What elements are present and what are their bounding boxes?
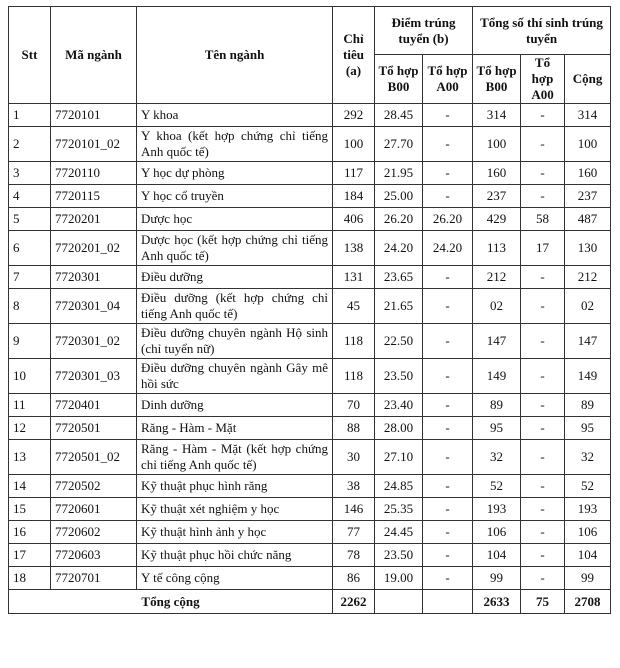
- row-quota: 86: [333, 567, 375, 590]
- row-code: 7720701: [51, 567, 137, 590]
- row-count-b00: 113: [473, 231, 521, 266]
- row-score-b00: 24.85: [375, 475, 423, 498]
- row-count-a00: -: [521, 185, 565, 208]
- row-score-b00: 28.45: [375, 104, 423, 127]
- row-score-a00: -: [423, 394, 473, 417]
- row-total: 147: [565, 324, 611, 359]
- row-score-a00: -: [423, 475, 473, 498]
- row-count-a00: -: [521, 544, 565, 567]
- row-name: Y khoa: [137, 104, 333, 127]
- row-stt: 14: [9, 475, 51, 498]
- row-score-a00: -: [423, 417, 473, 440]
- row-quota: 118: [333, 359, 375, 394]
- table-row: [9, 104, 611, 127]
- row-code: 7720501_02: [51, 440, 137, 475]
- table-row: [9, 289, 611, 324]
- total-count-a00: 75: [521, 590, 565, 614]
- row-code: 7720110: [51, 162, 137, 185]
- row-total: 106: [565, 521, 611, 544]
- row-code: 7720301_04: [51, 289, 137, 324]
- row-name: Dinh dưỡng: [137, 394, 333, 417]
- table-row: [9, 417, 611, 440]
- row-stt: 17: [9, 544, 51, 567]
- row-name: Kỹ thuật phục hồi chức năng: [137, 544, 333, 567]
- row-score-a00: 26.20: [423, 208, 473, 231]
- row-stt: 5: [9, 208, 51, 231]
- row-total: 193: [565, 498, 611, 521]
- row-stt: 11: [9, 394, 51, 417]
- row-score-b00: 25.35: [375, 498, 423, 521]
- total-quota: 2262: [333, 590, 375, 614]
- row-count-b00: 237: [473, 185, 521, 208]
- row-quota: 117: [333, 162, 375, 185]
- row-score-a00: -: [423, 104, 473, 127]
- table-row: [9, 498, 611, 521]
- row-score-a00: -: [423, 498, 473, 521]
- row-count-b00: 429: [473, 208, 521, 231]
- row-score-b00: 26.20: [375, 208, 423, 231]
- row-name: Dược học: [137, 208, 333, 231]
- row-stt: 10: [9, 359, 51, 394]
- row-count-b00: 99: [473, 567, 521, 590]
- row-code: 7720301: [51, 266, 137, 289]
- row-score-a00: -: [423, 289, 473, 324]
- row-name: Điều dưỡng chuyên ngành Hộ sinh (chỉ tuyển nữ): [137, 324, 333, 359]
- row-stt: 8: [9, 289, 51, 324]
- row-total: 32: [565, 440, 611, 475]
- header-score-group: Điểm trúng tuyển (b): [375, 7, 473, 55]
- row-code: 7720502: [51, 475, 137, 498]
- row-quota: 45: [333, 289, 375, 324]
- row-stt: 1: [9, 104, 51, 127]
- row-count-a00: -: [521, 394, 565, 417]
- row-quota: 38: [333, 475, 375, 498]
- row-stt: 9: [9, 324, 51, 359]
- row-score-b00: 19.00: [375, 567, 423, 590]
- row-quota: 77: [333, 521, 375, 544]
- row-count-b00: 147: [473, 324, 521, 359]
- admission-table-container: [8, 6, 611, 614]
- row-quota: 406: [333, 208, 375, 231]
- row-code: 7720201_02: [51, 231, 137, 266]
- table-row: [9, 394, 611, 417]
- total-row: [9, 590, 611, 614]
- row-count-b00: 193: [473, 498, 521, 521]
- row-code: 7720602: [51, 521, 137, 544]
- row-count-a00: -: [521, 498, 565, 521]
- row-score-a00: -: [423, 324, 473, 359]
- row-count-a00: -: [521, 104, 565, 127]
- row-stt: 13: [9, 440, 51, 475]
- header-score-b00: Tổ hợp B00: [375, 55, 423, 104]
- header-count-group: Tổng số thí sinh trúng tuyển: [473, 7, 611, 55]
- row-score-b00: 28.00: [375, 417, 423, 440]
- row-count-b00: 32: [473, 440, 521, 475]
- total-label: Tổng cộng: [9, 590, 333, 614]
- row-count-b00: 314: [473, 104, 521, 127]
- total-count-total: 2708: [565, 590, 611, 614]
- table-row: [9, 475, 611, 498]
- row-name: Điều dưỡng chuyên ngành Gây mê hồi sức: [137, 359, 333, 394]
- row-score-b00: 24.45: [375, 521, 423, 544]
- table-row: [9, 185, 611, 208]
- row-name: Răng - Hàm - Mặt: [137, 417, 333, 440]
- row-name: Răng - Hàm - Mặt (kết hợp chứng chỉ tiếng Anh quốc tế): [137, 440, 333, 475]
- table-row: [9, 544, 611, 567]
- row-name: Kỹ thuật xét nghiệm y học: [137, 498, 333, 521]
- row-stt: 7: [9, 266, 51, 289]
- row-name: Kỹ thuật phục hình răng: [137, 475, 333, 498]
- admission-results-table: [8, 6, 611, 614]
- row-count-a00: -: [521, 567, 565, 590]
- row-total: 212: [565, 266, 611, 289]
- row-score-b00: 23.50: [375, 544, 423, 567]
- row-count-b00: 95: [473, 417, 521, 440]
- table-row: [9, 440, 611, 475]
- row-code: 7720101_02: [51, 127, 137, 162]
- row-code: 7720101: [51, 104, 137, 127]
- row-total: 52: [565, 475, 611, 498]
- row-total: 314: [565, 104, 611, 127]
- row-count-b00: 160: [473, 162, 521, 185]
- row-count-a00: -: [521, 162, 565, 185]
- row-total: 89: [565, 394, 611, 417]
- row-total: 99: [565, 567, 611, 590]
- row-stt: 18: [9, 567, 51, 590]
- row-total: 160: [565, 162, 611, 185]
- row-code: 7720115: [51, 185, 137, 208]
- table-row: [9, 521, 611, 544]
- row-quota: 78: [333, 544, 375, 567]
- row-score-b00: 23.50: [375, 359, 423, 394]
- row-code: 7720301_03: [51, 359, 137, 394]
- row-score-a00: -: [423, 440, 473, 475]
- row-name: Y học dự phòng: [137, 162, 333, 185]
- row-name: Y tế công cộng: [137, 567, 333, 590]
- total-score-a00-empty: [423, 590, 473, 614]
- row-code: 7720603: [51, 544, 137, 567]
- row-quota: 70: [333, 394, 375, 417]
- row-quota: 138: [333, 231, 375, 266]
- row-score-a00: -: [423, 162, 473, 185]
- row-name: Điều dưỡng (kết hợp chứng chỉ tiếng Anh quốc tế): [137, 289, 333, 324]
- row-count-a00: -: [521, 440, 565, 475]
- row-quota: 146: [333, 498, 375, 521]
- row-total: 95: [565, 417, 611, 440]
- row-quota: 292: [333, 104, 375, 127]
- row-code: 7720401: [51, 394, 137, 417]
- table-row: [9, 266, 611, 289]
- total-score-b00-empty: [375, 590, 423, 614]
- row-score-b00: 21.95: [375, 162, 423, 185]
- row-code: 7720601: [51, 498, 137, 521]
- header-score-a00: Tổ hợp A00: [423, 55, 473, 104]
- row-score-a00: -: [423, 266, 473, 289]
- row-count-a00: -: [521, 289, 565, 324]
- row-name: Điều dưỡng: [137, 266, 333, 289]
- row-count-b00: 100: [473, 127, 521, 162]
- row-total: 02: [565, 289, 611, 324]
- total-count-b00: 2633: [473, 590, 521, 614]
- row-count-b00: 02: [473, 289, 521, 324]
- row-quota: 184: [333, 185, 375, 208]
- table-row: [9, 324, 611, 359]
- row-count-b00: 212: [473, 266, 521, 289]
- header-count-total: Cộng: [565, 55, 611, 104]
- row-score-b00: 27.10: [375, 440, 423, 475]
- row-count-a00: -: [521, 266, 565, 289]
- row-count-b00: 89: [473, 394, 521, 417]
- row-quota: 131: [333, 266, 375, 289]
- row-score-b00: 27.70: [375, 127, 423, 162]
- row-count-b00: 149: [473, 359, 521, 394]
- row-score-b00: 23.65: [375, 266, 423, 289]
- row-count-a00: -: [521, 324, 565, 359]
- row-code: 7720301_02: [51, 324, 137, 359]
- row-score-a00: -: [423, 185, 473, 208]
- table-row: [9, 231, 611, 266]
- row-count-b00: 52: [473, 475, 521, 498]
- row-count-a00: -: [521, 127, 565, 162]
- row-total: 130: [565, 231, 611, 266]
- row-score-b00: 24.20: [375, 231, 423, 266]
- row-stt: 16: [9, 521, 51, 544]
- row-stt: 6: [9, 231, 51, 266]
- row-score-a00: 24.20: [423, 231, 473, 266]
- table-row: [9, 208, 611, 231]
- row-score-b00: 21.65: [375, 289, 423, 324]
- row-total: 149: [565, 359, 611, 394]
- row-total: 100: [565, 127, 611, 162]
- table-row: [9, 567, 611, 590]
- row-score-b00: 23.40: [375, 394, 423, 417]
- row-count-a00: 17: [521, 231, 565, 266]
- row-score-b00: 25.00: [375, 185, 423, 208]
- row-stt: 12: [9, 417, 51, 440]
- header-row-top: [9, 7, 611, 55]
- row-count-a00: -: [521, 359, 565, 394]
- row-score-a00: -: [423, 359, 473, 394]
- row-score-a00: -: [423, 127, 473, 162]
- row-stt: 3: [9, 162, 51, 185]
- row-quota: 30: [333, 440, 375, 475]
- header-stt: Stt: [9, 7, 51, 104]
- header-count-a00: Tổ hợp A00: [521, 55, 565, 104]
- row-total: 237: [565, 185, 611, 208]
- row-total: 104: [565, 544, 611, 567]
- row-total: 487: [565, 208, 611, 231]
- row-count-a00: -: [521, 475, 565, 498]
- row-quota: 100: [333, 127, 375, 162]
- row-score-a00: -: [423, 567, 473, 590]
- row-name: Dược học (kết hợp chứng chỉ tiếng Anh quốc tế): [137, 231, 333, 266]
- row-code: 7720201: [51, 208, 137, 231]
- row-score-a00: -: [423, 521, 473, 544]
- row-count-b00: 106: [473, 521, 521, 544]
- row-score-a00: -: [423, 544, 473, 567]
- header-code: Mã ngành: [51, 7, 137, 104]
- table-row: [9, 162, 611, 185]
- header-count-b00: Tổ hợp B00: [473, 55, 521, 104]
- row-count-b00: 104: [473, 544, 521, 567]
- row-quota: 118: [333, 324, 375, 359]
- row-stt: 15: [9, 498, 51, 521]
- row-name: Kỹ thuật hình ảnh y học: [137, 521, 333, 544]
- row-score-b00: 22.50: [375, 324, 423, 359]
- table-row: [9, 359, 611, 394]
- header-name: Tên ngành: [137, 7, 333, 104]
- row-count-a00: 58: [521, 208, 565, 231]
- row-count-a00: -: [521, 417, 565, 440]
- row-stt: 4: [9, 185, 51, 208]
- row-quota: 88: [333, 417, 375, 440]
- row-name: Y học cổ truyền: [137, 185, 333, 208]
- header-quota: Chỉ tiêu (a): [333, 7, 375, 104]
- row-name: Y khoa (kết hợp chứng chỉ tiếng Anh quốc tế): [137, 127, 333, 162]
- row-code: 7720501: [51, 417, 137, 440]
- row-count-a00: -: [521, 521, 565, 544]
- row-stt: 2: [9, 127, 51, 162]
- table-row: [9, 127, 611, 162]
